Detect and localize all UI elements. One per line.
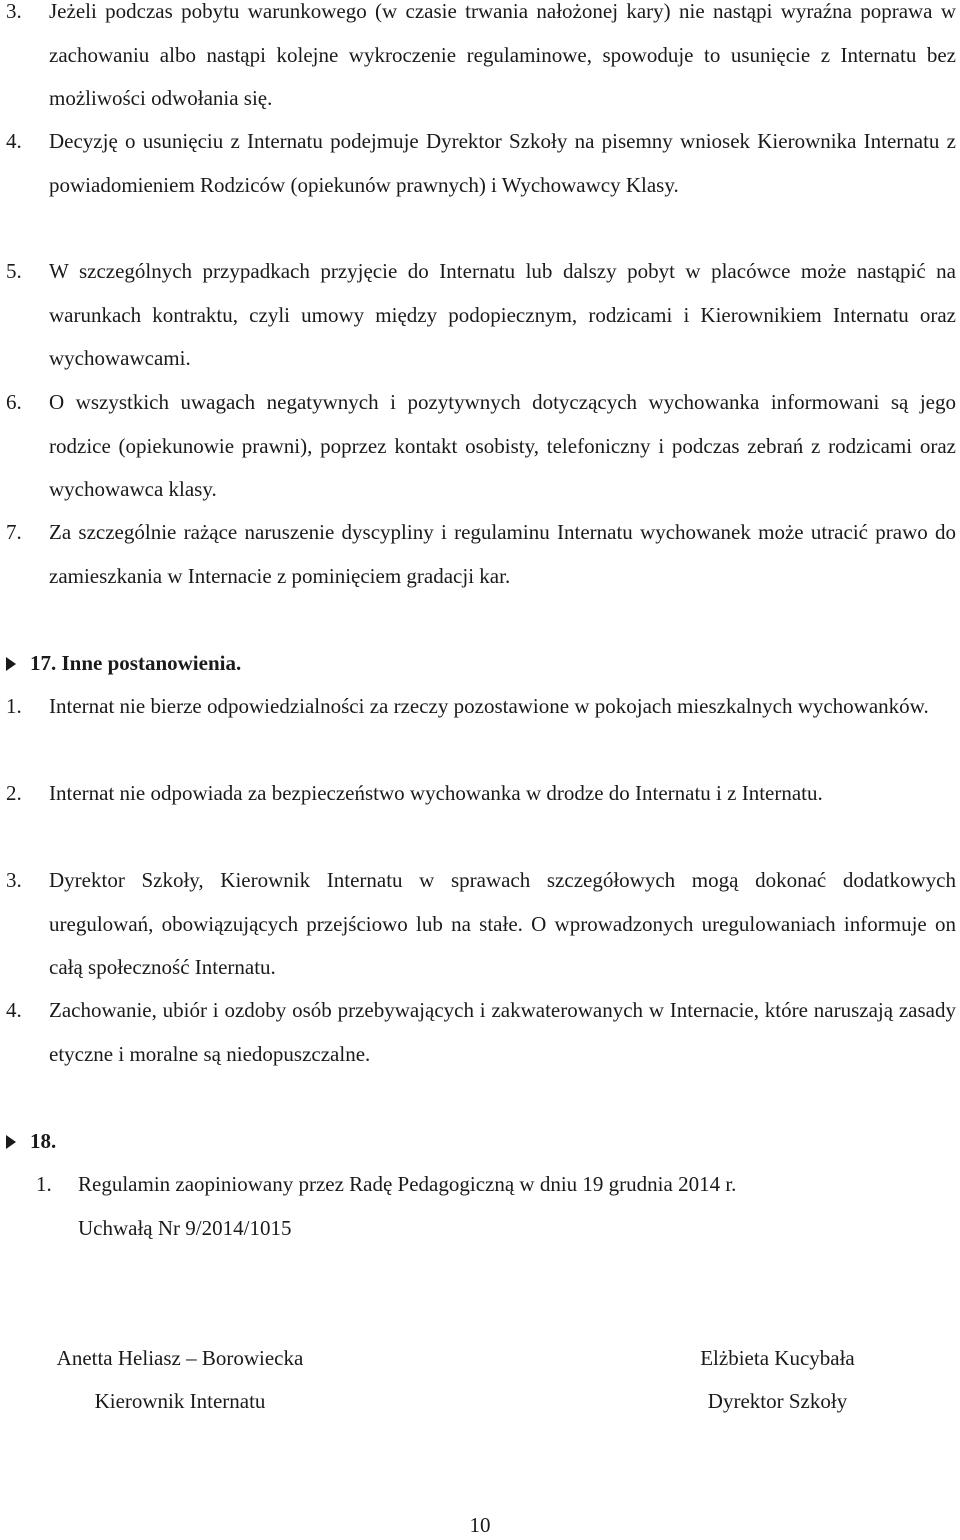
- item-number: 5.: [6, 259, 22, 283]
- item-text: Decyzję o usunięciu z Internatu podejmuje Dyrektor Szkoły na pisemny wniosek Kierownika Internatu z powiadomieniem Rodziców (opiekunów prawnych) i Wychowawcy Klasy.: [49, 129, 956, 197]
- list-item: [6, 685, 956, 729]
- item-text: Jeżeli podczas pobytu warunkowego (w czasie trwania nałożonej kary) nie nastąpi wyraźna poprawa w zachowaniu albo nastąpi kolejne wykroczenie regulaminowe, spowoduje to usunięcie z Internatu bez możliwości odwołania się.: [49, 0, 956, 110]
- item-number: 3.: [6, 868, 22, 892]
- section-title: 18.: [30, 1129, 57, 1153]
- section-heading: [6, 648, 241, 678]
- signatory-name: Elżbieta Kucybała: [700, 1346, 855, 1370]
- item-number: 1.: [36, 1172, 52, 1196]
- list-item: [36, 1163, 936, 1250]
- item-text: Regulamin zaopiniowany przez Radę Pedagogiczną w dniu 19 grudnia 2014 r.: [78, 1172, 737, 1196]
- item-number: 4.: [6, 998, 22, 1022]
- signature-right: [640, 1337, 915, 1423]
- list-item: [6, 859, 956, 990]
- list-item: [6, 989, 956, 1076]
- list-item: [6, 511, 956, 598]
- item-text: Za szczególnie rażące naruszenie dyscypliny i regulaminu Internatu wychowanek może utracić prawo do zamieszkania w Internacie z pominięciem gradacji kar.: [49, 520, 956, 588]
- signatory-name: Anetta Heliasz – Borowiecka: [56, 1346, 304, 1370]
- item-text: Internat nie odpowiada za bezpieczeństwo wychowanka w drodze do Internatu i z Internatu.: [49, 781, 823, 805]
- list-item: [6, 120, 956, 207]
- item-number: 2.: [6, 781, 22, 805]
- item-text: Dyrektor Szkoły, Kierownik Internatu w sprawach szczegółowych mogą dokonać dodatkowych uregulowań, obowiązujących przejściowo lub na stałe. O wprowadzonych uregulowaniach informuje on całą społeczność Internatu.: [49, 868, 956, 979]
- item-text: Zachowanie, ubiór i ozdoby osób przebywających i zakwaterowanych w Internacie, które naruszają zasady etyczne i moralne są niedopuszczalne.: [49, 998, 956, 1066]
- arrow-bullet-icon: [6, 657, 16, 671]
- item-text: O wszystkich uwagach negatywnych i pozytywnych dotyczących wychowanka informowani są jego rodzice (opiekunowie prawni), poprzez kontakt osobisty, telefoniczny i podczas zebrań z rodzicami oraz wychowawca klasy.: [49, 390, 956, 501]
- list-item: [6, 0, 956, 121]
- arrow-bullet-icon: [6, 1135, 16, 1149]
- item-number: 6.: [6, 390, 22, 414]
- item-number: 4.: [6, 129, 22, 153]
- signatory-role: Kierownik Internatu: [94, 1389, 266, 1413]
- item-number: 1.: [6, 694, 22, 718]
- list-item: [6, 381, 956, 512]
- item-text: W szczególnych przypadkach przyjęcie do Internatu lub dalszy pobyt w placówce może nastąpić na warunkach kontraktu, czyli umowy między podopiecznym, rodzicami i Kierownikiem Internatu oraz wychowawcami.: [49, 259, 956, 370]
- list-item: [6, 772, 956, 816]
- signature-left: [20, 1337, 340, 1423]
- section-title: 17. Inne postanowienia.: [30, 651, 242, 675]
- page-number: 10: [469, 1513, 491, 1537]
- item-text: Internat nie bierze odpowiedzialności za rzeczy pozostawione w pokojach mieszkalnych wychowanków.: [49, 694, 929, 718]
- signatory-role: Dyrektor Szkoły: [707, 1389, 848, 1413]
- resolution-text: Uchwałą Nr 9/2014/1015: [78, 1215, 292, 1240]
- section-heading: [6, 1126, 56, 1156]
- list-item: [6, 250, 956, 381]
- item-number: 7.: [6, 520, 22, 544]
- item-number: 3.: [6, 0, 22, 23]
